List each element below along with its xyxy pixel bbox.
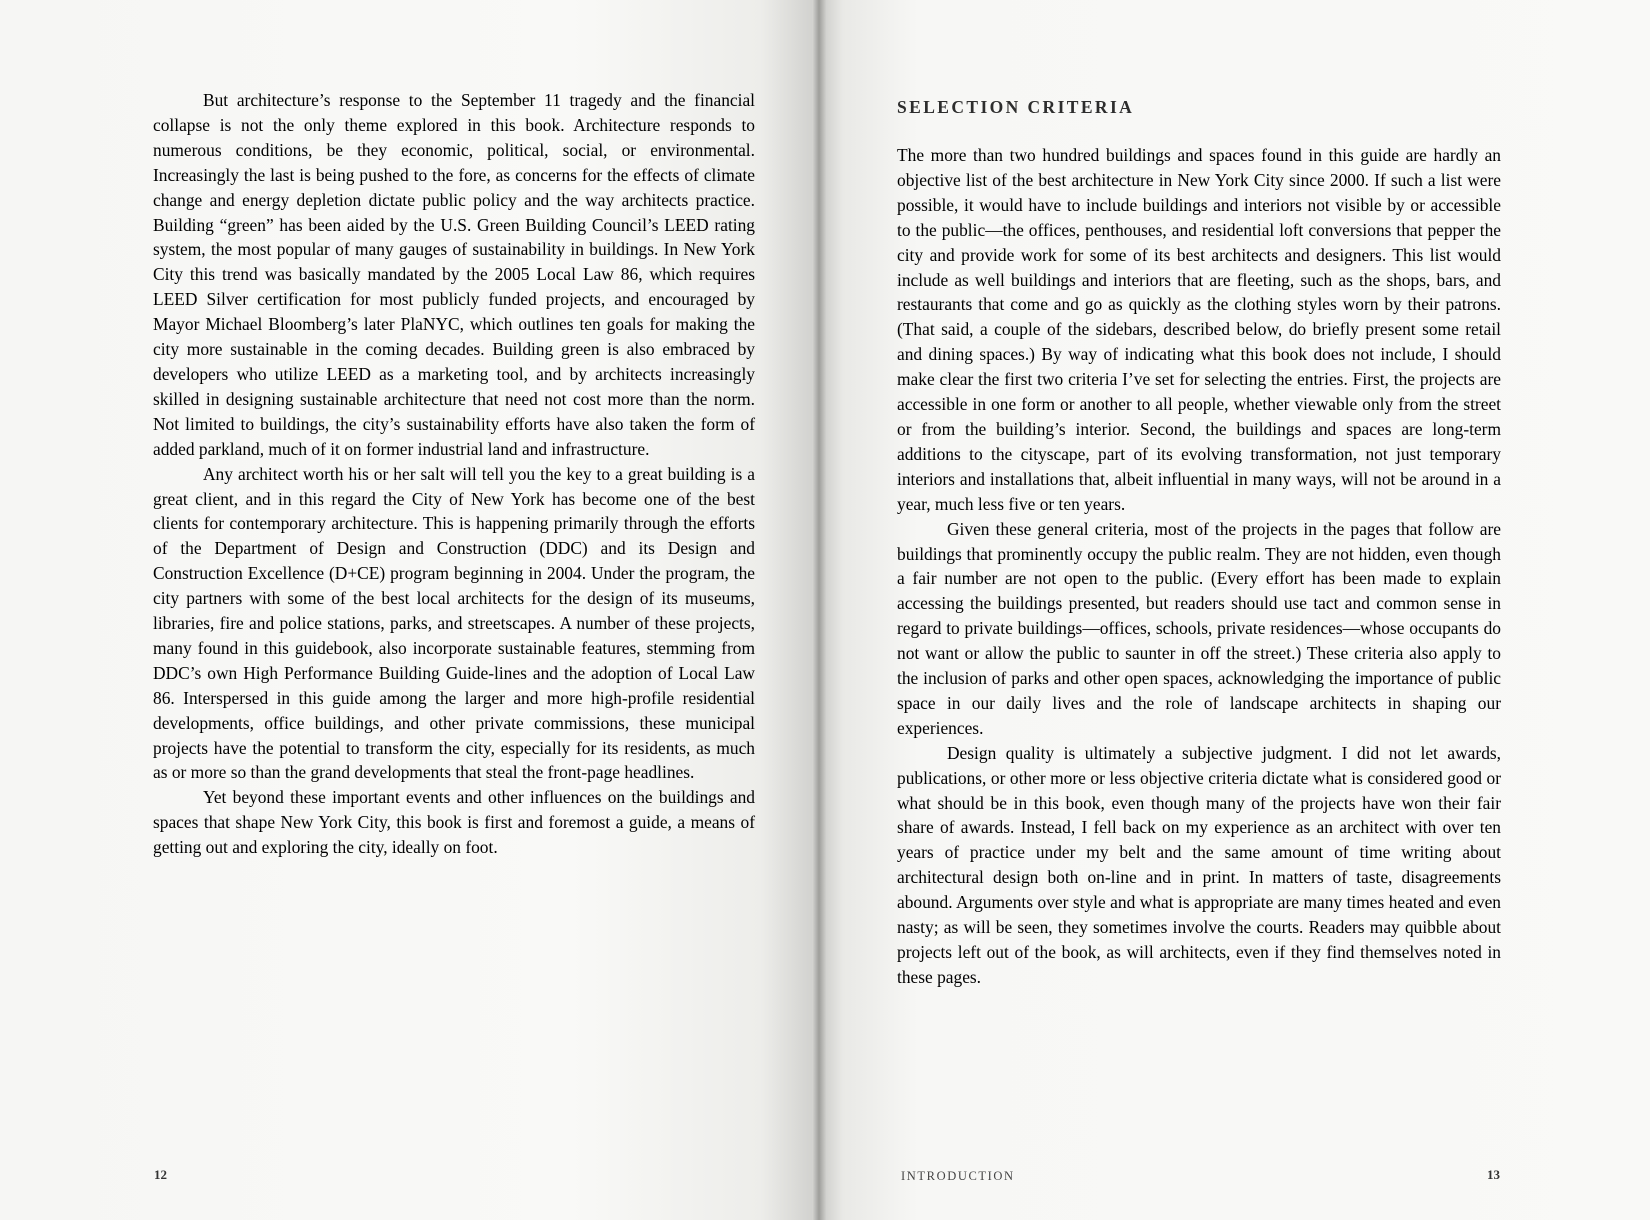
left-paragraph-2: Any architect worth his or her salt will tell you the key to a great building is a great client, and in this regard the City of New York has become one of the best clients for contemporary architecture. This is happening primarily through the efforts of the Department of Design and Construction (DDC) and its Design and Construction Excellence (D+CE) program beginning in 2004. Under the program, the city partners with some of the best local architects for the design of its museums, libraries, fire and police stations, parks, and streetscapes. A number of these projects, many found in this guidebook, also incorporate sustainable features, stemming from DDC’s own High Performance Building Guide-lines and the adoption of Local Law 86. Interspersed in this guide among the larger and more high-profile residential developments, office buildings, and other private commissions, these municipal projects have the potential to transform the city, especially for its residents, as much as or more so than the grand developments that steal the front-page headlines. bbox=[153, 463, 755, 783]
right-paragraph-3: Design quality is ultimately a subjective judgment. I did not let awards, publications, or other more or less objective criteria dictate what is considered good or what should be in this book, even though many of the projects have won their fair share of awards. Instead, I fell back on my experience as an architect with over ten years of practice under my belt and the same amount of time writing about architectural design both on-line and in print. In matters of taste, disagreements abound. Arguments over style and what is appropriate are many times heated and even nasty; as will be seen, they sometimes involve the courts. Readers may quibble about projects left out of the book, as will architects, even if they find themselves noted in these pages. bbox=[897, 742, 1501, 987]
right-paragraph-1: The more than two hundred buildings and spaces found in this guide are hardly an objective list of the best architecture in New York City since 2000. If such a list were possible, it would have to include buildings and interiors not visible by or accessible to the public—the offices, penthouses, and residential loft conversions that pepper the city and provide work for some of its best architects and designers. This list would include as well buildings and interiors that are fleeting, such as the shops, bars, and restaurants that come and go as quickly as the clothing styles worn by their patrons. (That said, a couple of the sidebars, described below, do briefly present some retail and dining spaces.) By way of indicating what this book does not include, I should make clear the first two criteria I’ve set for selecting the entries. First, the projects are accessible in one form or another to all people, whether viewable only from the street or from the building’s interior. Second, the buildings and spaces are long-term additions to the cityscape, part of its evolving transformation, not just temporary interiors and installations that, albeit influential in many ways, will not be around in a year, much less five or ten years. bbox=[897, 145, 1501, 514]
section-heading: SELECTION CRITERIA bbox=[897, 97, 1135, 117]
left-paragraph-1: But architecture’s response to the September 11 tragedy and the financial collapse is not the only theme explored in this book. Architecture responds to numerous conditions, be they economic, political, social, or environmental. Increasingly the last is being pushed to the fore, as concerns for the effects of climate change and energy depletion dictate public policy and the way architects practice. Building “green” has been aided by the U.S. Green Building Council’s LEED rating system, the most popular of many gauges of sustainability in buildings. In New York City this trend was basically mandated by the 2005 Local Law 86, which requires LEED Silver certification for most publicly funded projects, and encouraged by Mayor Michael Bloomberg’s later PlaNYC, which outlines ten goals for making the city more sustainable in the coming decades. Building green is also embraced by developers who utilize LEED as a marketing tool, and by architects increasingly skilled in designing sustainable architecture that need not cost more than the norm. Not limited to buildings, the city’s sustainability efforts have also taken the form of added parkland, much of it on former industrial land and infrastructure. bbox=[153, 90, 755, 459]
left-page-number: 12 bbox=[154, 1167, 167, 1182]
left-paragraph-3: Yet beyond these important events and other influences on the buildings and spaces that shape New York City, this book is first and foremost a guide, a means of getting out and exploring the city, ideally on foot. bbox=[153, 787, 755, 858]
left-page-body bbox=[153, 88, 755, 860]
right-page-number: 13 bbox=[1487, 1167, 1500, 1182]
right-page-body bbox=[897, 143, 1501, 990]
book-gutter bbox=[812, 0, 826, 1220]
running-footer: INTRODUCTION bbox=[901, 1169, 1015, 1183]
right-paragraph-2: Given these general criteria, most of the projects in the pages that follow are buildings that prominently occupy the public realm. They are not hidden, even though a fair number are not open to the public. (Every effort has been made to explain accessing the buildings presented, but readers should use tact and common sense in regard to private buildings—offices, schools, private residences—whose occupants do not want or allow the public to saunter in off the street.) These criteria also apply to the inclusion of parks and other open spaces, acknowledging the importance of public space in our daily lives and the role of landscape architects in shaping our experiences. bbox=[897, 518, 1501, 738]
